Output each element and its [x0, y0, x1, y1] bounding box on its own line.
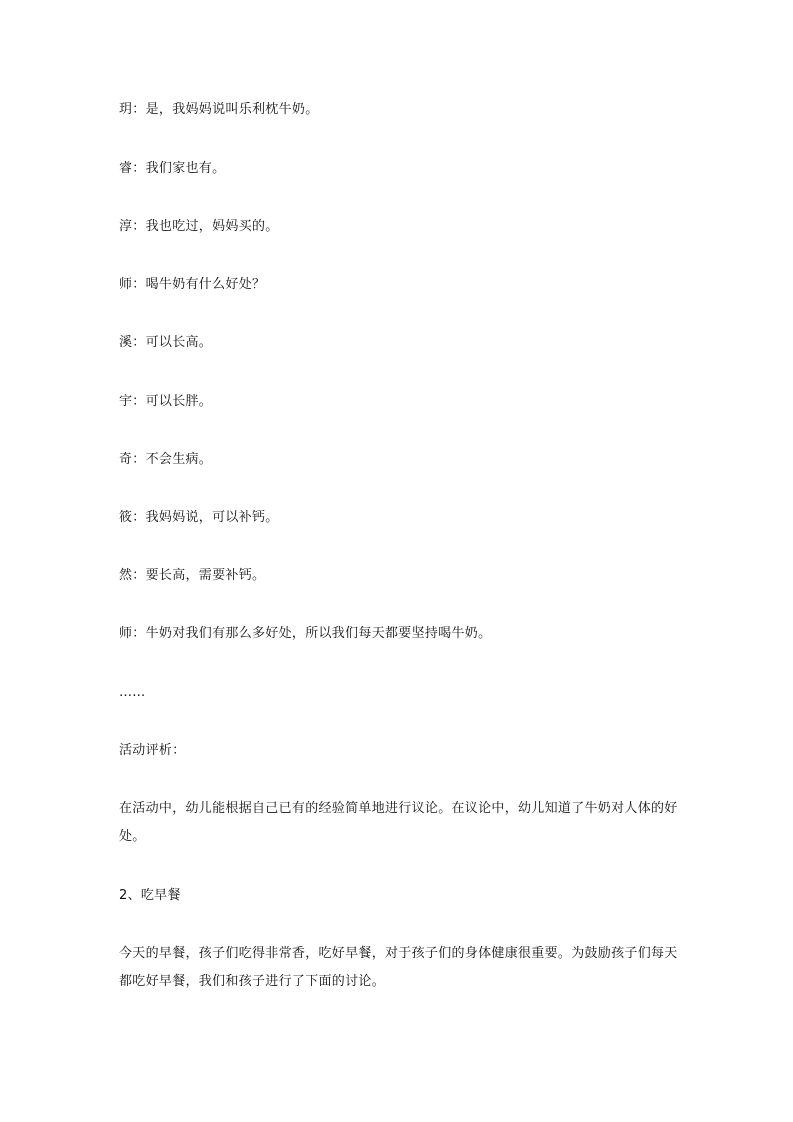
dialogue-line-teacher-conclusion: 师：牛奶对我们有那么多好处，所以我们每天都要坚持喝牛奶。 [119, 626, 492, 641]
section-heading-breakfast: 2、吃早餐 [119, 888, 181, 903]
dialogue-line-rui: 睿：我们家也有。 [119, 161, 226, 176]
dialogue-line-yu: 宇：可以长胖。 [119, 394, 213, 409]
dialogue-line-ran: 然：要长高，需要补钙。 [119, 568, 266, 583]
dialogue-line-qi: 奇：不会生病。 [119, 452, 213, 467]
dialogue-line-yue: 玥：是，我妈妈说叫乐利枕牛奶。 [119, 102, 319, 117]
dialogue-line-chun: 淳：我也吃过，妈妈买的。 [119, 219, 279, 234]
analysis-paragraph: 在活动中，幼儿能根据自己已有的经验简单地进行议论。在议论中，幼儿知道了牛奶对人体的好处。 [119, 801, 678, 844]
dialogue-line-xiao: 筱：我妈妈说，可以补钙。 [119, 510, 279, 525]
section-heading-activity-analysis: 活动评析： [119, 743, 186, 758]
dialogue-line-xi: 溪：可以长高。 [119, 335, 213, 350]
ellipsis-line: …… [119, 685, 146, 700]
breakfast-paragraph: 今天的早餐，孩子们吃得非常香，吃好早餐，对于孩子们的身体健康很重要。为鼓励孩子们每天都吃好早餐，我们和孩子进行了下面的讨论。 [119, 946, 678, 989]
dialogue-line-teacher-question: 师：喝牛奶有什么好处？ [119, 277, 266, 292]
